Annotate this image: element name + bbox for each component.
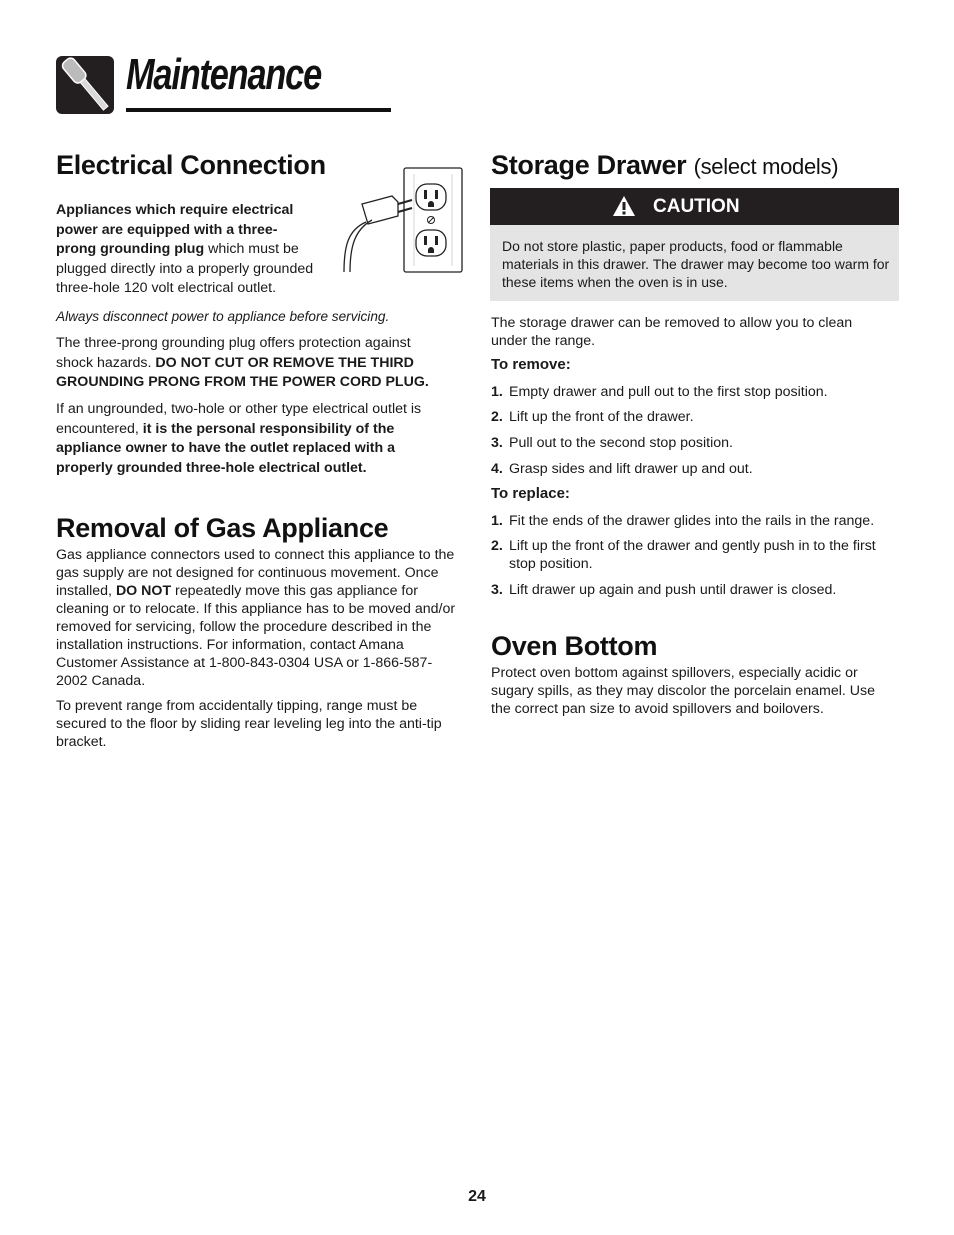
oven-bottom-heading: Oven Bottom (491, 631, 658, 661)
page-header (56, 52, 341, 118)
electrical-heading: Electrical Connection (56, 150, 326, 180)
list-item: 2. Lift up the front of the drawer. (491, 409, 694, 425)
storage-intro: The storage drawer can be removed to allow you to clean under the range. (491, 315, 853, 349)
list-item: 1. Empty drawer and pull out to the first stop position. (491, 384, 828, 400)
removal-heading: Removal of Gas Appliance (56, 513, 389, 543)
electrical-paragraph-3: If an ungrounded, two-hole or other type electrical outlet is encountered, it is the personal responsibility of the appliance owner to have the outlet replaced with a properly grounded three-hole electrical outlet. (56, 401, 422, 476)
list-item: 2. Lift up the front of the drawer and gently push in to the first stop position. (491, 538, 876, 572)
page-number: 24 (468, 1188, 486, 1205)
warning-icon (612, 195, 636, 217)
list-item: 4. Grasp sides and lift drawer up and out. (491, 461, 753, 477)
caution-box (490, 225, 899, 301)
replace-heading: To replace: (491, 485, 570, 502)
outlet-plug-icon (340, 166, 465, 276)
page-title: Maintenance (126, 50, 322, 99)
storage-heading: Storage Drawer (select models) (491, 150, 839, 180)
removal-paragraph-1: Gas appliance connectors used to connect this appliance to the gas supply are not designed for continuous movement. Once installed, DO NOT repeatedly move this gas appliance for cleaning or to relocate. If this appliance has to be moved and/or removed for servicing, follow the procedure described in the installation instructions. For information, contact Amana Customer Assistance at 1-800-843-0304 USA or 1-866-587-2002 Canada. (56, 547, 456, 689)
caution-text: Do not store plastic, paper products, food or flammable materials in this drawer. The drawer may become too warm for these items when the oven is in use. (502, 238, 890, 290)
title-underline (126, 108, 391, 112)
electrical-paragraph-2: The three-prong grounding plug offers protection against shock hazards. DO NOT CUT OR REMOVE THE THIRD GROUNDING PRONG FROM THE POWER CORD PLUG. (56, 335, 429, 390)
list-item: 1. Fit the ends of the drawer glides into the rails in the range. (491, 513, 875, 529)
removal-paragraph-2: To prevent range from accidentally tipping, range must be secured to the floor by sliding rear leveling leg into the anti-tip bracket. (56, 698, 442, 750)
screwdriver-icon (56, 56, 114, 114)
list-item: 3. Lift drawer up again and push until drawer is closed. (491, 582, 837, 598)
list-item: 3. Pull out to the second stop position. (491, 435, 733, 451)
electrical-paragraph-1: Appliances which require electrical power are equipped with a three- prong grounding plug which must be plugged directly into a properly grounded three-hole 120 volt electrical outlet. (56, 202, 314, 296)
oven-bottom-text: Protect oven bottom against spillovers, especially acidic or sugary spills, as they may discolor the porcelain enamel. Use the correct pan size to avoid spillovers and boilovers. (491, 665, 876, 717)
remove-heading: To remove: (491, 356, 571, 373)
disconnect-note: Always disconnect power to appliance before servicing. (56, 309, 390, 324)
caution-label: CAUTION (653, 196, 740, 217)
caution-banner (490, 188, 899, 225)
